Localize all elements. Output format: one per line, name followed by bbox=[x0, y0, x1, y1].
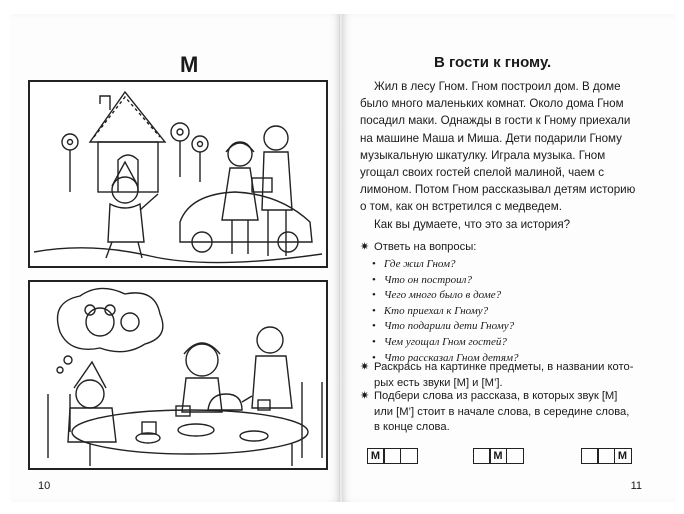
girl-body bbox=[182, 378, 222, 412]
scheme-cell bbox=[597, 448, 615, 464]
left-page bbox=[10, 14, 340, 502]
gnome-head bbox=[112, 177, 138, 203]
boy-misha-head bbox=[264, 126, 288, 150]
scheme-cell: М bbox=[367, 448, 385, 464]
asterisk-icon: ✷ bbox=[360, 390, 370, 402]
poppy-flower bbox=[171, 123, 189, 141]
gnome-body bbox=[108, 204, 144, 242]
task-line: рых есть звуки [М] и [М’]. bbox=[374, 376, 503, 389]
list-item: • Что он построил? bbox=[372, 273, 519, 289]
list-item: • Кто приехал к Гному? bbox=[372, 304, 519, 320]
task-line: Раскрась на картинке предметы, в названии кото- bbox=[374, 361, 634, 373]
illustration-gnome-house bbox=[28, 80, 328, 268]
raspberry-plate bbox=[178, 424, 214, 436]
list-item: • Чего много было в доме? bbox=[372, 288, 519, 304]
boy-misha-head bbox=[257, 327, 283, 353]
scheme-cell: М bbox=[614, 448, 632, 464]
task-find-words bbox=[360, 389, 642, 436]
sound-scheme-begin bbox=[368, 448, 418, 464]
gnome-head bbox=[76, 380, 104, 408]
story-text bbox=[360, 78, 642, 233]
scheme-cell bbox=[400, 448, 418, 464]
letter-heading: М bbox=[180, 52, 199, 77]
page-number-right: 11 bbox=[630, 480, 642, 492]
scheme-cell bbox=[506, 448, 524, 464]
task-label: Ответь на вопросы: bbox=[374, 241, 477, 253]
tea-party-drawing bbox=[30, 282, 326, 468]
task-line: Подбери слова из рассказа, в которых звук [М] bbox=[374, 390, 618, 402]
task-coloring bbox=[360, 360, 642, 391]
lemon-plate bbox=[240, 431, 268, 441]
list-item: • Где жил Гном? bbox=[372, 257, 519, 273]
scheme-cell bbox=[581, 448, 599, 464]
asterisk-icon: ✷ bbox=[360, 241, 370, 253]
gnome-house-drawing bbox=[30, 82, 326, 266]
sound-scheme-middle bbox=[474, 448, 524, 464]
page-number-left: 10 bbox=[38, 480, 51, 492]
list-item: • Что рассказал Гном детям? bbox=[372, 351, 519, 367]
house-door bbox=[118, 155, 138, 192]
sound-scheme-end bbox=[582, 448, 632, 464]
car bbox=[180, 192, 312, 242]
right-page bbox=[342, 14, 676, 502]
bear-icon bbox=[86, 308, 114, 336]
scheme-cell bbox=[383, 448, 401, 464]
task-line: или [М’] стоит в начале слова, в середине слова, bbox=[374, 405, 630, 418]
story-question: Как вы думаете, что это за история? bbox=[374, 217, 571, 231]
question-list bbox=[372, 257, 519, 366]
asterisk-icon: ✷ bbox=[360, 361, 370, 373]
scheme-cell: М bbox=[489, 448, 507, 464]
scheme-cell bbox=[473, 448, 491, 464]
thought-bubble bbox=[58, 288, 163, 351]
music-box bbox=[142, 422, 156, 434]
task-line: в конце слова. bbox=[374, 421, 450, 433]
story-paragraph: Жил в лесу Гном. Гном построил дом. В доме было много маленьких комнат. Около дома Гном посадил маки. Однажды в гости к Гному приехали на машине Маша и Миша. Дети подарили Гному музыкальную шкатулку. Играла музыка. Гном угощал своих гостей спелой малиной, чаем с лимоном. Потом Гном рассказывал детям историю о том, как он встретился с медведем. bbox=[360, 80, 636, 214]
story-title: В гости к гному. bbox=[434, 54, 552, 71]
illustration-tea-party bbox=[28, 280, 328, 470]
task-answer-questions bbox=[360, 240, 642, 256]
list-item: • Что подарили дети Гному? bbox=[372, 319, 519, 335]
teapot bbox=[208, 394, 242, 410]
list-item: • Чем угощал Гном гостей? bbox=[372, 335, 519, 351]
girl-masha-head bbox=[186, 344, 218, 376]
